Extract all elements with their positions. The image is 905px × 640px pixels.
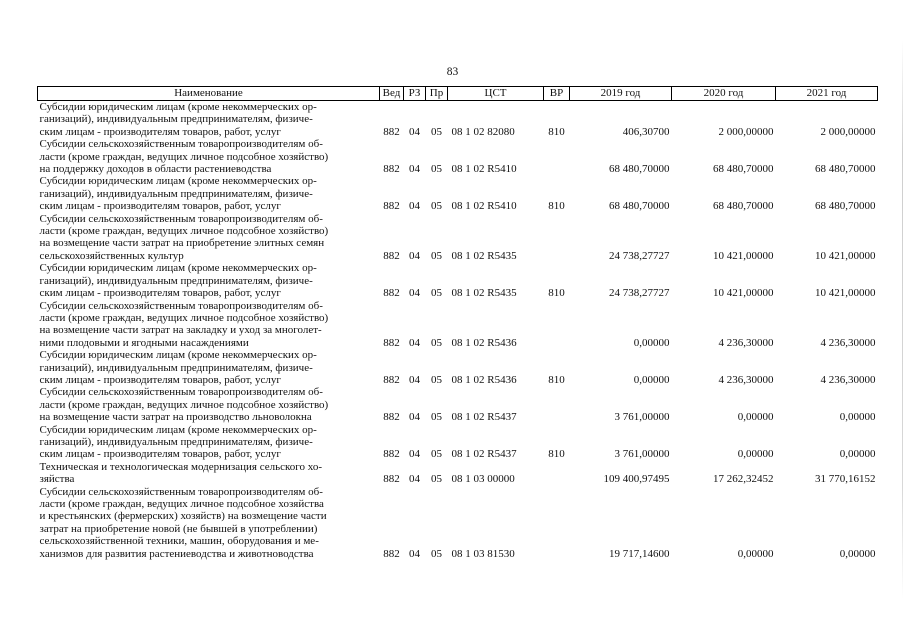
cell-y2021: 4 236,30000 — [820, 373, 876, 386]
cell-rz: 04 — [409, 448, 420, 461]
cell-ved: 882 — [383, 200, 400, 213]
cell-name: Субсидии юридическим лицам (кроме некоммерческих ор- ганизаций), индивидуальным предпринимателям, физиче- ским лицам - производителям товаров, работ, услуг — [39, 349, 317, 386]
cell-y2020: 68 480,70000 — [713, 200, 774, 213]
cell-y2021: 0,00000 — [839, 547, 876, 560]
cell-y2019: 3 761,00000 — [614, 411, 670, 424]
table-row — [38, 175, 878, 212]
cell-y2020: 68 480,70000 — [713, 163, 774, 176]
cell-pr: 05 — [431, 473, 442, 486]
header-rz: РЗ — [404, 87, 426, 101]
cell-ved: 882 — [383, 125, 400, 138]
cell-ved: 882 — [383, 411, 400, 424]
cell-vr: 810 — [548, 287, 565, 300]
header-2021: 2021 год — [776, 87, 878, 101]
cell-rz: 04 — [409, 287, 420, 300]
table-row — [38, 486, 878, 560]
table-row — [38, 262, 878, 299]
cell-vr — [544, 300, 570, 350]
cell-ved: 882 — [383, 336, 400, 349]
cell-ved: 882 — [383, 373, 400, 386]
cell-pr: 05 — [431, 411, 442, 424]
cell-rz: 04 — [409, 547, 420, 560]
cell-y2020: 17 262,32452 — [713, 473, 774, 486]
cell-cst: 08 1 02 R5436 — [451, 373, 517, 386]
header-pr: Пр — [426, 87, 448, 101]
cell-y2019: 68 480,70000 — [609, 163, 670, 176]
cell-vr: 810 — [548, 200, 565, 213]
cell-y2021: 4 236,30000 — [820, 336, 876, 349]
cell-name: Субсидии сельскохозяйственным товаропроизводителям об- ласти (кроме граждан, ведущих личное подсобное хозяйство) на возмещение части затрат на приобретение элитных семян сельскохозяйственных культур — [39, 212, 329, 262]
cell-ved: 882 — [383, 287, 400, 300]
cell-rz: 04 — [409, 473, 420, 486]
cell-cst: 08 1 02 R5437 — [451, 411, 517, 424]
cell-pr: 05 — [431, 336, 442, 349]
cell-cst: 08 1 02 R5437 — [451, 448, 517, 461]
cell-y2021: 0,00000 — [839, 448, 876, 461]
table-row — [38, 213, 878, 263]
cell-cst: 08 1 02 R5435 — [451, 287, 517, 300]
cell-y2020: 10 421,00000 — [713, 287, 774, 300]
cell-pr: 05 — [431, 125, 442, 138]
cell-vr — [544, 213, 570, 263]
cell-name: Субсидии юридическим лицам (кроме некоммерческих ор- ганизаций), индивидуальным предпринимателям, физиче- ским лицам - производителям товаров, работ, услуг — [39, 423, 317, 461]
cell-rz: 04 — [409, 200, 420, 213]
cell-rz: 04 — [409, 373, 420, 386]
cell-ved: 882 — [383, 163, 400, 176]
table-row — [38, 424, 878, 461]
cell-cst: 08 1 03 00000 — [451, 473, 515, 486]
cell-y2021: 68 480,70000 — [815, 163, 876, 176]
header-2020: 2020 год — [672, 87, 776, 101]
cell-vr: 810 — [548, 125, 565, 138]
cell-cst: 08 1 02 R5410 — [451, 200, 517, 213]
cell-rz: 04 — [409, 411, 420, 424]
cell-name: Субсидии сельскохозяйственным товаропроизводителям об- ласти (кроме граждан, ведущих личное подсобное хозяйство) на возмещение части затрат на производство льноволокна — [39, 386, 329, 424]
cell-pr: 05 — [431, 373, 442, 386]
cell-name: Субсидии сельскохозяйственным товаропроизводителям об- ласти (кроме граждан, ведущих личное подсобное хозяйства и крестьянских (фермерских) хозяйств) на возмещение части затрат на приобретение новой (не бывшей в употреблении) сельскохозяйственной техники, машин, оборудования и ме- ханизмов для развития растениеводства и животноводства — [39, 485, 327, 560]
cell-y2019: 0,00000 — [633, 373, 670, 386]
cell-y2020: 4 236,30000 — [718, 336, 774, 349]
cell-name: Субсидии юридическим лицам (кроме некоммерческих ор- ганизаций), индивидуальным предпринимателям, физиче- ским лицам - производителям товаров, работ, услуг — [39, 262, 317, 300]
cell-y2019: 0,00000 — [633, 336, 670, 349]
cell-vr — [544, 486, 570, 560]
cell-y2021: 2 000,00000 — [820, 125, 876, 138]
cell-y2019: 3 761,00000 — [614, 448, 670, 461]
table-body — [38, 101, 878, 561]
cell-y2020: 2 000,00000 — [718, 125, 774, 138]
header-ved: Вед — [380, 87, 404, 101]
cell-cst: 08 1 03 81530 — [451, 547, 515, 560]
cell-y2020: 0,00000 — [737, 411, 774, 424]
cell-vr — [544, 461, 570, 486]
cell-y2020: 0,00000 — [737, 547, 774, 560]
cell-ved: 882 — [383, 249, 400, 262]
cell-pr: 05 — [431, 547, 442, 560]
cell-y2021: 10 421,00000 — [815, 287, 876, 300]
table-row — [38, 300, 878, 350]
cell-y2019: 24 738,27727 — [609, 287, 670, 300]
cell-name: Субсидии юридическим лицам (кроме некоммерческих ор- ганизаций), индивидуальным предпринимателям, физиче- ским лицам - производителям товаров, работ, услуг — [39, 101, 317, 138]
header-cst: ЦСТ — [448, 87, 544, 101]
cell-pr: 05 — [431, 287, 442, 300]
cell-y2019: 24 738,27727 — [609, 249, 670, 262]
cell-y2020: 10 421,00000 — [713, 249, 774, 262]
cell-y2019: 406,30700 — [622, 125, 670, 138]
cell-cst: 08 1 02 R5436 — [451, 336, 517, 349]
cell-vr: 810 — [548, 448, 565, 461]
table-row — [38, 101, 878, 139]
cell-name: Субсидии сельскохозяйственным товаропроизводителям об- ласти (кроме граждан, ведущих личное подсобное хозяйство) на поддержку доходов в области растениеводства — [39, 138, 329, 176]
cell-vr — [544, 138, 570, 175]
table-row — [38, 386, 878, 423]
table-row — [38, 349, 878, 386]
header-vr: ВР — [544, 87, 570, 101]
cell-y2021: 10 421,00000 — [815, 249, 876, 262]
cell-rz: 04 — [409, 249, 420, 262]
cell-pr: 05 — [431, 448, 442, 461]
cell-cst: 08 1 02 R5410 — [451, 163, 517, 176]
table-header — [38, 87, 878, 101]
cell-y2019: 19 717,14600 — [609, 547, 670, 560]
cell-rz: 04 — [409, 163, 420, 176]
cell-name: Субсидии сельскохозяйственным товаропроизводителям об- ласти (кроме граждан, ведущих личное подсобное хозяйство) на возмещение части затрат на закладку и уход за многолет- ними плодовыми и ягодными насаждениями — [39, 299, 329, 349]
cell-ved: 882 — [383, 473, 400, 486]
cell-y2020: 4 236,30000 — [718, 373, 774, 386]
cell-name: Субсидии юридическим лицам (кроме некоммерческих ор- ганизаций), индивидуальным предпринимателям, физиче- ским лицам - производителям товаров, работ, услуг — [39, 175, 317, 213]
header-2019: 2019 год — [570, 87, 672, 101]
cell-vr — [544, 386, 570, 423]
cell-y2021: 0,00000 — [839, 411, 876, 424]
cell-y2021: 31 770,16152 — [815, 473, 876, 486]
cell-ved: 882 — [383, 448, 400, 461]
scan-edge-line — [902, 40, 903, 600]
cell-pr: 05 — [431, 200, 442, 213]
cell-vr: 810 — [548, 373, 565, 386]
cell-y2019: 68 480,70000 — [609, 200, 670, 213]
page-number: 83 — [446, 66, 459, 78]
table-row — [38, 138, 878, 175]
cell-ved: 882 — [383, 547, 400, 560]
header-name: Наименование — [38, 87, 380, 101]
cell-name: Техническая и технологическая модернизация сельского хо- зяйства — [39, 460, 323, 486]
table-row — [38, 461, 878, 486]
cell-pr: 05 — [431, 163, 442, 176]
cell-cst: 08 1 02 R5435 — [451, 249, 517, 262]
cell-y2020: 0,00000 — [737, 448, 774, 461]
cell-pr: 05 — [431, 249, 442, 262]
cell-rz: 04 — [409, 336, 420, 349]
cell-y2021: 68 480,70000 — [815, 200, 876, 213]
cell-rz: 04 — [409, 125, 420, 138]
cell-cst: 08 1 02 82080 — [451, 125, 515, 138]
budget-table — [37, 86, 878, 560]
cell-y2019: 109 400,97495 — [603, 473, 670, 486]
